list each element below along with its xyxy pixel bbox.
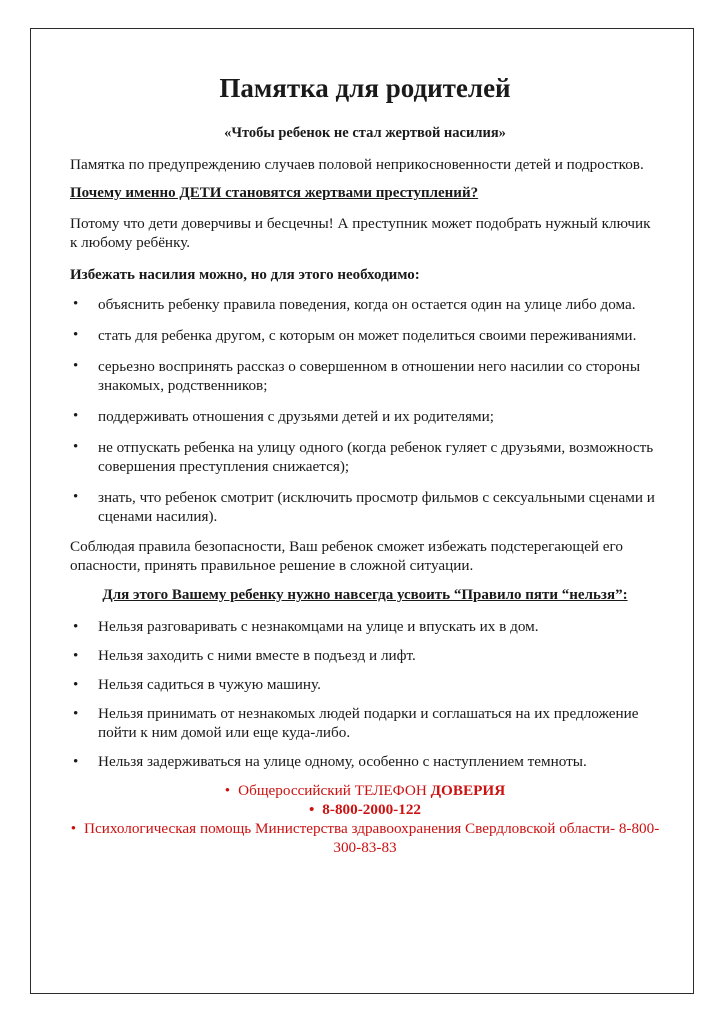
- list-item: • стать для ребенка другом, с которым он может поделиться своими переживаниями.: [73, 327, 637, 344]
- bullet-icon: •: [70, 820, 77, 837]
- bullet-icon: •: [73, 647, 79, 664]
- list-item: • Нельзя садиться в чужую машину.: [73, 676, 321, 693]
- psych-help-text: Психологическая помощь Министерства здравоохранения Свердловской области- 8-800-300-83-83: [84, 820, 660, 856]
- hotline-line: [70, 781, 660, 800]
- list-item: • Нельзя разговаривать с незнакомцами на улице и впускать их в дом.: [73, 618, 539, 635]
- list-item: • не отпускать ребенка на улицу одного (когда ребенок гуляет с друзьями, возможность совершения преступления снижается);: [73, 439, 654, 475]
- rules-list: [70, 617, 660, 771]
- list-item: • знать, что ребенок смотрит (исключить просмотр фильмов с сексуальными сценами и сценами насилия).: [73, 489, 655, 525]
- list-item: • Нельзя заходить с ними вместе в подъезд и лифт.: [73, 647, 416, 664]
- list-item: • объяснить ребенку правила поведения, когда он остается один на улице либо дома.: [73, 296, 636, 313]
- list-item: • Нельзя принимать от незнакомых людей подарки и соглашаться на их предложение пойти к ним домой или еще куда-либо.: [73, 705, 639, 741]
- conclusion-paragraph: Соблюдая правила безопасности, Ваш ребенок сможет избежать подстерегающей его опасности, принять правильное решение в сложной ситуации.: [70, 538, 623, 574]
- bullet-icon: •: [73, 618, 79, 635]
- hotline-number: 8-800-2000-122: [322, 801, 422, 818]
- bullet-icon: •: [308, 801, 315, 818]
- subtitle: «Чтобы ребенок не стал жертвой насилия»: [224, 125, 506, 141]
- bullet-icon: •: [73, 439, 79, 455]
- bullet-icon: •: [73, 676, 79, 693]
- list-item: • Нельзя задерживаться на улице одному, особенно с наступлением темноты.: [73, 753, 587, 770]
- bullet-icon: •: [224, 782, 231, 799]
- page-title: Памятка для родителей: [219, 73, 511, 103]
- rule-heading: Для этого Вашему ребенку нужно навсегда усвоить “Правило пяти “нельзя”:: [102, 587, 628, 603]
- hotline-label: Общероссийский ТЕЛЕФОН: [238, 782, 431, 799]
- psych-help-line: [70, 819, 660, 857]
- bullet-icon: •: [73, 358, 79, 374]
- hotline-number-line: [70, 800, 660, 819]
- list-item: • серьезно воспринять рассказ о совершенном в отношении него насилии со стороны знакомых, родственников;: [73, 358, 641, 394]
- avoid-heading: Избежать насилия можно, но для этого необходимо:: [70, 267, 420, 283]
- bullet-icon: •: [73, 408, 79, 424]
- contacts-block: [70, 781, 660, 857]
- bullet-icon: •: [73, 327, 79, 343]
- bullet-icon: •: [73, 753, 79, 770]
- list-item: • поддерживать отношения с друзьями детей и их родителями;: [73, 408, 495, 425]
- document-body: [70, 60, 660, 857]
- why-paragraph: Потому что дети доверчивы и бесцечны! А преступник может подобрать нужный ключик к любому ребёнку.: [70, 215, 651, 251]
- intro-paragraph: Памятка по предупреждению случаев половой неприкосновенности детей и подростков.: [70, 156, 644, 173]
- bullet-icon: •: [73, 296, 79, 312]
- avoid-list: [70, 295, 660, 526]
- hotline-label-bold: ДОВЕРИЯ: [430, 782, 506, 799]
- why-heading: Почему именно ДЕТИ становятся жертвами преступлений?: [70, 185, 479, 201]
- bullet-icon: •: [73, 705, 79, 722]
- bullet-icon: •: [73, 489, 79, 505]
